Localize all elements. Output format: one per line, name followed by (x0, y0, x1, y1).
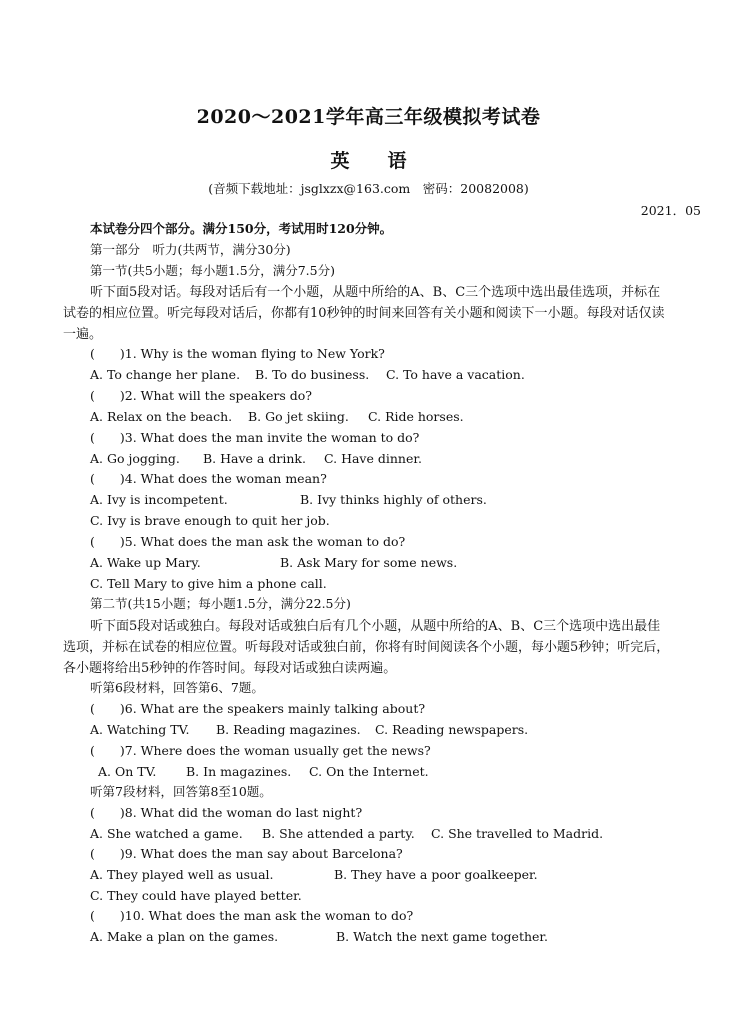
q8-option-a: A. She watched a game. (90, 826, 243, 841)
q1-option-a: A. To change her plane. (90, 367, 241, 382)
q10-option-a: A. Make a plan on the games. (90, 929, 279, 944)
exam-date: 2021．05 (640, 203, 701, 218)
material-7-note: 听第7段材料，回答第8至10题。 (90, 784, 272, 799)
q1-option-b: B. To do business. (255, 367, 370, 382)
page-title: 2020～2021学年高三年级模拟考试卷 (196, 106, 541, 128)
section2-instructions-text: 听下面5段对话或独白。每段对话或独白后有几个小题，从题中所给的A、B、C三个选项中选出最佳选项，并标在试卷的相应位置。听每段对话或独白前，你将有时间阅读各个小题，每小题5秒钟；听完后，各小题将给出5秒钟的作答时间。每段对话或独白读两遍。 (63, 619, 670, 676)
q1-option-c: C. To have a vacation. (386, 367, 525, 382)
question-9-stem: ( )9. What does the man say about Barcelona? (90, 846, 403, 861)
question-7-stem: ( )7. Where does the woman usually get the news? (90, 743, 431, 758)
q4-option-b: B. Ivy thinks highly of others. (300, 492, 487, 507)
q2-option-c: C. Ride horses. (368, 409, 464, 424)
q6-option-b: B. Reading magazines. (216, 722, 361, 737)
q4-option-c: C. Ivy is brave enough to quit her job. (90, 513, 330, 528)
q5-option-a: A. Wake up Mary. (90, 555, 201, 570)
q9-option-a: A. They played well as usual. (90, 867, 274, 882)
question-5-stem: ( )5. What does the man ask the woman to do? (90, 534, 406, 549)
question-3-stem: ( )3. What does the man invite the woman to do? (90, 430, 420, 445)
q10-option-b: B. Watch the next game together. (336, 929, 549, 944)
paper-info: 本试卷分四个部分。满分150分，考试用时120分钟。 (90, 221, 393, 236)
question-4-stem: ( )4. What does the woman mean? (90, 471, 327, 486)
q8-option-c: C. She travelled to Madrid. (431, 826, 604, 841)
q9-option-b: B. They have a poor goalkeeper. (334, 867, 538, 882)
q3-option-c: C. Have dinner. (324, 451, 422, 466)
question-10-stem: ( )10. What does the man ask the woman to do? (90, 908, 414, 923)
q7-option-b: B. In magazines. (186, 764, 292, 779)
part1-heading: 第一部分 听力(共两节，满分30分) (90, 242, 291, 257)
question-2-stem: ( )2. What will the speakers do? (90, 388, 312, 403)
q9-option-c: C. They could have played better. (90, 888, 302, 903)
q2-option-b: B. Go jet skiing. (248, 409, 349, 424)
q8-option-b: B. She attended a party. (262, 826, 415, 841)
q4-option-a: A. Ivy is incompetent. (90, 492, 228, 507)
material-6-note: 听第6段材料，回答第6、7题。 (90, 680, 264, 695)
q3-option-b: B. Have a drink. (203, 451, 306, 466)
q3-option-a: A. Go jogging. (90, 451, 180, 466)
section1-instructions-text: 听下面5段对话。每段对话后有一个小题，从题中所给的A、B、C三个选项中选出最佳选项，并标在试卷的相应位置。听完每段对话后，你都有10秒钟的时间来回答有关小题和阅读下一小题。每段对话仅读一遍。 (63, 285, 665, 342)
section1-instructions (63, 282, 673, 345)
q6-option-c: C. Reading newspapers. (375, 722, 529, 737)
q5-option-b: B. Ask Mary for some news. (280, 555, 458, 570)
section2-instructions (63, 616, 673, 679)
q7-option-a: A. On TV. (98, 764, 157, 779)
audio-download-info: (音频下载地址：jsglxzx@163.com 密码：20082008) (208, 181, 529, 196)
q5-option-c: C. Tell Mary to give him a phone call. (90, 576, 327, 591)
question-1-stem: ( )1. Why is the woman flying to New York? (90, 346, 385, 361)
section2-heading: 第二节(共15小题；每小题1.5分，满分22.5分) (90, 596, 351, 611)
section1-heading: 第一节(共5小题；每小题1.5分，满分7.5分) (90, 263, 335, 278)
question-6-stem: ( )6. What are the speakers mainly talking about? (90, 701, 426, 716)
q2-option-a: A. Relax on the beach. (90, 409, 233, 424)
subject-title: 英 语 (330, 150, 407, 172)
q6-option-a: A. Watching TV. (90, 722, 190, 737)
question-8-stem: ( )8. What did the woman do last night? (90, 805, 363, 820)
q7-option-c: C. On the Internet. (309, 764, 429, 779)
